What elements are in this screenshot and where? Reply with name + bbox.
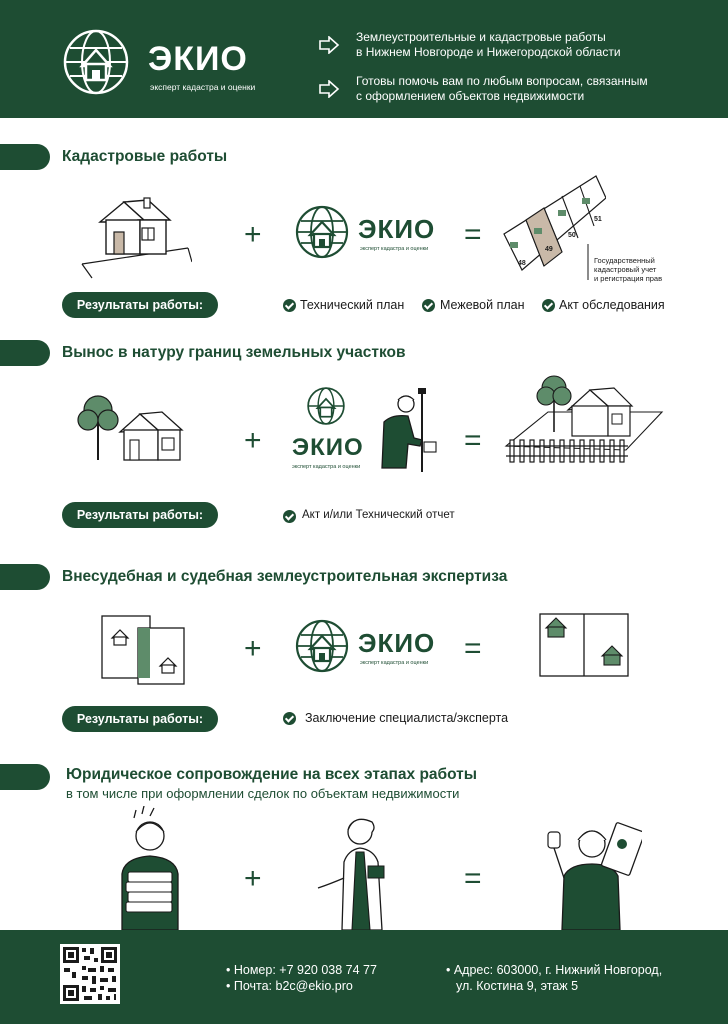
logo-subtitle: эксперт кадастра и оценки [360,660,429,666]
header [0,0,728,118]
note-line: кадастровый учет [594,265,657,274]
registration-note [594,256,704,283]
results-label: Результаты работы: [62,502,218,528]
section-marker [0,564,50,590]
globe-house-logo-icon [294,204,350,260]
logo-name: ЭКИО [358,214,436,244]
specialist-person-icon [312,808,398,930]
plus-operator: + [244,632,262,665]
tree-house-icon [74,394,188,466]
footer-email[interactable]: • Почта: b2c@ekio.pro [226,979,353,993]
arrow-right-icon [318,80,340,98]
brand-name: ЭКИО [148,40,248,78]
result-item: Акт и/или Технический отчет [302,509,455,521]
plus-operator: + [244,218,262,251]
house-icon [78,192,192,284]
result-item: Межевой план [440,298,525,312]
ekio-logo [292,386,372,476]
ekio-logo [294,204,444,260]
results-label: Результаты работы: [62,292,218,318]
globe-house-logo-icon [294,618,350,674]
results-label: Результаты работы: [62,706,218,732]
equals-operator: = [464,218,482,251]
result-item: Акт обследования [559,298,665,312]
arrow-right-icon [318,36,340,54]
cadastral-map-icon [498,168,606,280]
check-icon [283,712,296,725]
header-line-2a: Готовы помочь вам по любым вопросам, связанным [356,74,648,88]
section-title-expertise: Внесудебная и судебная землеустроительная экспертиза [62,568,508,585]
section-title-boundaries: Вынос в натуру границ земельных участков [62,344,406,361]
header-line-2b: с оформлением объектов недвижимости [356,89,585,103]
footer-address-line-1: • Адрес: 603000, г. Нижний Новгород, [446,963,663,977]
map-parcel-label: 50 [568,232,576,239]
fenced-house-icon [502,372,666,472]
logo-name: ЭКИО [292,434,364,461]
logo-subtitle: эксперт кадастра и оценки [292,464,361,470]
plus-operator: + [244,862,262,895]
header-line-1a: Землеустроительные и кадастровые работы [356,30,606,44]
section-subtitle-legal: в том числе при оформлении сделок по объектам недвижимости [66,786,460,801]
check-icon [283,510,296,523]
logo-name: ЭКИО [358,628,436,658]
qr-code-icon[interactable] [60,944,120,1004]
section-marker [0,764,50,790]
footer-phone[interactable]: • Номер: +7 920 038 74 77 [226,963,377,977]
equals-operator: = [464,424,482,457]
result-item: Заключение специалиста/эксперта [305,711,509,725]
map-parcel-label: 49 [545,246,553,253]
surveyor-icon [372,388,446,472]
equals-operator: = [464,632,482,665]
section-marker [0,340,50,366]
plus-operator: + [244,424,262,457]
map-parcel-label: 48 [518,260,526,267]
result-item: Технический план [300,298,405,312]
globe-house-logo-icon [306,386,346,426]
header-line-1b: в Нижнем Новгороде и Нижегородской области [356,45,621,59]
section-title-cadastral: Кадастровые работы [62,148,228,165]
logo-subtitle: эксперт кадастра и оценки [360,246,429,252]
divided-plot-icon [538,612,630,678]
equals-operator: = [464,862,482,895]
check-icon [283,299,296,312]
happy-person-icon [538,818,642,930]
section-title-legal: Юридическое сопровождение на всех этапах работы [66,766,478,783]
note-line: и регистрация прав [594,274,663,283]
check-icon [542,299,555,312]
split-plot-icon [100,614,186,686]
globe-house-logo-icon [62,28,130,96]
confused-person-icon [114,806,190,930]
note-line: Государственный [594,256,655,265]
check-icon [422,299,435,312]
footer-address-line-2: ул. Костина 9, этаж 5 [456,979,579,993]
brand-subtitle: эксперт кадастра и оценки [150,82,256,92]
map-parcel-label: 51 [594,216,602,223]
ekio-logo [294,618,444,674]
section-marker [0,144,50,170]
